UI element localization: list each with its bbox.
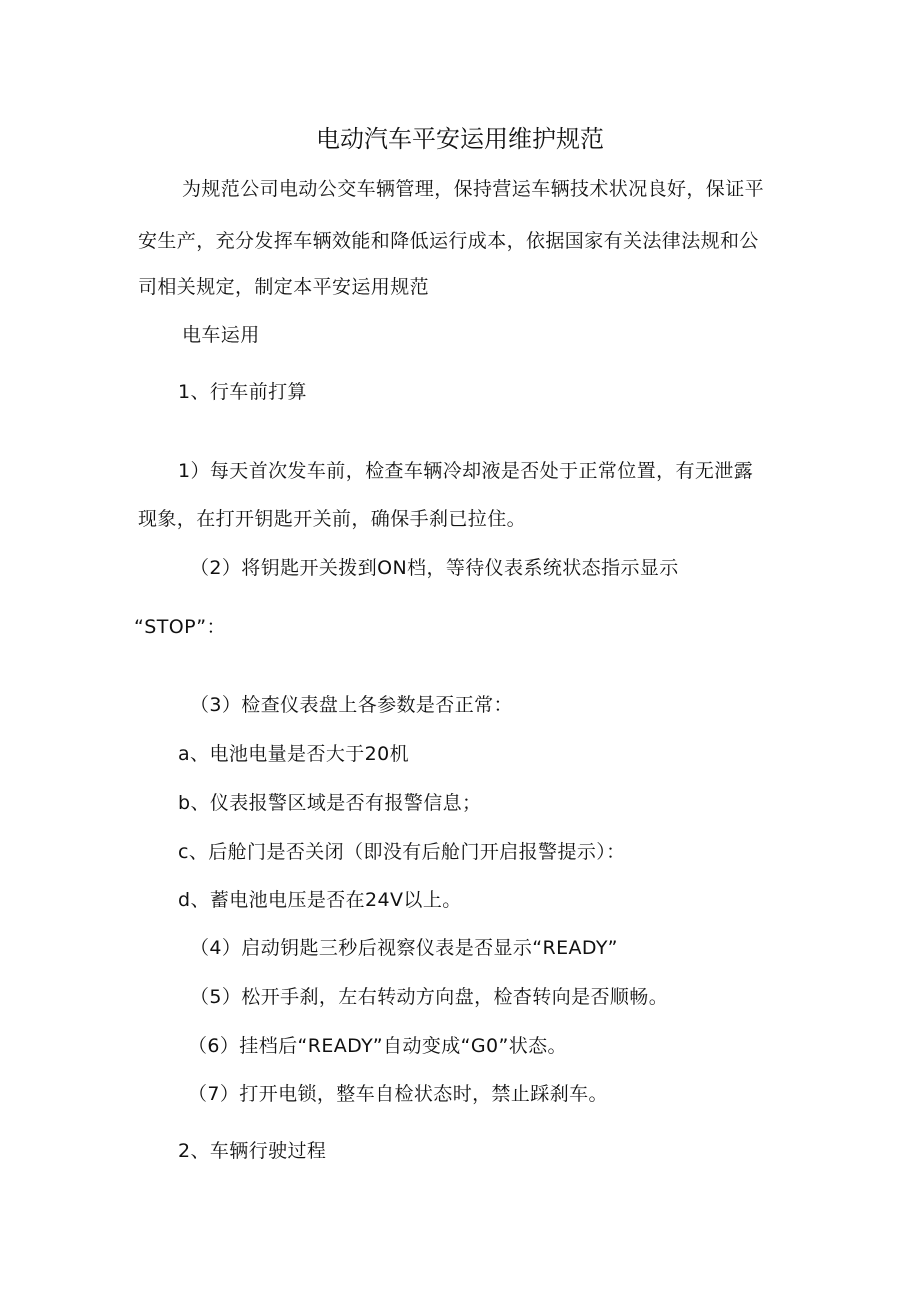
step-3: （3）检查仪表盘上各参数是否正常：	[190, 694, 513, 716]
step-4: （4）启动钥匙三秒后视察仪表是否显示“READY”	[190, 937, 618, 959]
step-1-line-1: 1）每天首次发车前，检查车辆冷却液是否处于正常位置，有无泄露	[178, 460, 754, 482]
section-heading: 电车运用	[182, 324, 260, 346]
subsection-heading-2: 2、车辆行驶过程	[178, 1140, 327, 1162]
document-title: 电动汽车平安运用维护规范	[316, 125, 604, 153]
intro-line-2: 安生产，充分发挥车辆效能和降低运行成本，依据国家有关法律法规和公	[138, 230, 759, 252]
step-6: （6）挂档后“READY”自动变成“G0”状态。	[188, 1035, 567, 1057]
check-item-a: a、电池电量是否大于20机	[178, 743, 410, 765]
check-item-d: d、蓄电池电压是否在24V以上。	[178, 889, 462, 911]
check-item-b: b、仪表报警区域是否有报警信息；	[178, 792, 482, 814]
step-5: （5）松开手刹，左右转动方向盘，检杳转向是否顺畅。	[190, 986, 669, 1008]
step-1-line-2: 现象，在打开钥匙开关前，确保手刹已拉住。	[138, 508, 527, 530]
step-7: （7）打开电锁，整车自检状态时，禁止踩刹车。	[188, 1083, 608, 1105]
intro-line-1: 为规范公司电动公交车辆管理，保持营运车辆技术状况良好，保证平	[182, 178, 765, 200]
step-2: （2）将钥匙开关拨到ON档，等待仪表系统状态指示显示	[190, 557, 679, 579]
subsection-heading-1: 1、行车前打算	[178, 381, 307, 403]
intro-line-3: 司相关规定，制定本平安运用规范	[138, 276, 430, 298]
step-2-continuation: “STOP”：	[134, 616, 226, 638]
check-item-c: c、后舱门是否关闭（即没有后舱门开启报警提示）：	[178, 841, 626, 863]
